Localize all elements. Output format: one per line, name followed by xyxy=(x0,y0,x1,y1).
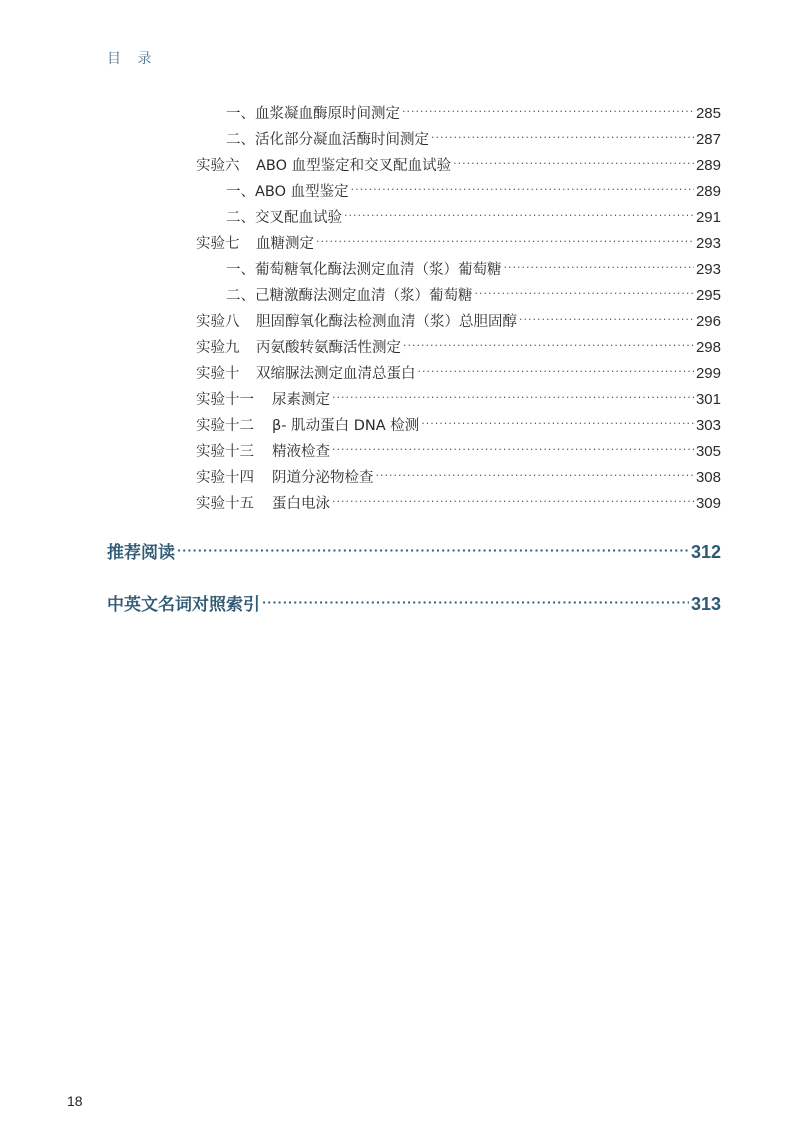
toc-section-title: 中英文名词对照索引 xyxy=(107,595,260,615)
toc-entry-page: 285 xyxy=(695,105,721,122)
toc-entry[interactable] xyxy=(196,494,721,515)
toc-entry-title: 二、交叉配血试验 xyxy=(226,210,342,226)
toc-entry-title: 阴道分泌物检查 xyxy=(272,470,374,486)
toc-entry[interactable] xyxy=(196,156,721,177)
experiment-number: 实验十三 xyxy=(196,444,254,460)
toc-entry-page: 301 xyxy=(695,391,721,408)
dot-leader xyxy=(376,466,694,486)
dot-leader xyxy=(453,154,694,174)
toc-entry[interactable] xyxy=(196,416,721,437)
toc-entry-title: 胆固醇氧化酶法检测血清（浆）总胆固醇 xyxy=(256,314,517,330)
toc-entry-page: 308 xyxy=(695,469,721,486)
toc-entry-page: 309 xyxy=(695,495,721,512)
page-number: 18 xyxy=(67,1093,83,1109)
toc-entry-page: 303 xyxy=(695,417,721,434)
experiment-number: 实验九 xyxy=(196,340,240,356)
dot-leader xyxy=(402,102,694,122)
dot-leader xyxy=(421,414,694,434)
toc-section-page: 313 xyxy=(690,594,721,614)
dot-leader xyxy=(332,440,694,460)
dot-leader xyxy=(316,232,694,252)
toc-entry[interactable] xyxy=(226,130,721,151)
experiment-number: 实验十五 xyxy=(196,496,254,512)
toc-entry[interactable] xyxy=(196,234,721,255)
dot-leader xyxy=(403,336,694,356)
experiment-number: 实验七 xyxy=(196,236,240,252)
toc-entry-page: 299 xyxy=(695,365,721,382)
experiment-number: 实验十一 xyxy=(196,392,254,408)
toc-entry-title: β- 肌动蛋白 DNA 检测 xyxy=(272,418,420,434)
dot-leader xyxy=(519,310,694,330)
toc-section-page: 312 xyxy=(690,542,721,562)
toc-entry-title: 双缩脲法测定血清总蛋白 xyxy=(256,366,416,382)
toc-entry-page: 287 xyxy=(695,131,721,148)
toc-entry[interactable] xyxy=(196,364,721,385)
dot-leader xyxy=(177,539,689,563)
toc-entry-title: 尿素测定 xyxy=(272,392,330,408)
toc-section-recommended-reading[interactable] xyxy=(107,540,721,567)
dot-leader xyxy=(504,258,694,278)
dot-leader xyxy=(475,284,694,304)
dot-leader xyxy=(431,128,694,148)
toc-entry-title: 蛋白电泳 xyxy=(272,496,330,512)
dot-leader xyxy=(418,362,694,382)
toc-entry-page: 296 xyxy=(695,313,721,330)
toc-entry-title: 二、己糖激酶法测定血清（浆）葡萄糖 xyxy=(226,288,473,304)
toc-entry[interactable] xyxy=(196,468,721,489)
toc-entry-page: 295 xyxy=(695,287,721,304)
toc-entry[interactable] xyxy=(196,390,721,411)
toc-entry[interactable] xyxy=(226,104,721,125)
experiment-number: 实验十四 xyxy=(196,470,254,486)
toc-entry-title: 一、ABO 血型鉴定 xyxy=(226,184,349,200)
toc-entry-title: 一、葡萄糖氧化酶法测定血清（浆）葡萄糖 xyxy=(226,262,502,278)
dot-leader xyxy=(332,388,694,408)
experiment-number: 实验十 xyxy=(196,366,240,382)
toc-section-title: 推荐阅读 xyxy=(107,543,175,563)
toc-entry-page: 293 xyxy=(695,261,721,278)
dot-leader xyxy=(332,492,694,512)
toc-entry-page: 289 xyxy=(695,157,721,174)
toc-entry[interactable] xyxy=(196,312,721,333)
toc-entry-title: 一、血浆凝血酶原时间测定 xyxy=(226,106,400,122)
toc-entry-title: 精液检查 xyxy=(272,444,330,460)
toc-entry[interactable] xyxy=(226,286,721,307)
toc-entry[interactable] xyxy=(226,260,721,281)
toc-entry-title: 丙氨酸转氨酶活性测定 xyxy=(256,340,401,356)
toc-entry-page: 305 xyxy=(695,443,721,460)
toc-entry[interactable] xyxy=(226,208,721,229)
experiment-number: 实验六 xyxy=(196,158,240,174)
dot-leader xyxy=(262,591,689,615)
experiment-number: 实验八 xyxy=(196,314,240,330)
toc-entry[interactable] xyxy=(196,442,721,463)
experiment-number: 实验十二 xyxy=(196,418,254,434)
toc-entry-page: 289 xyxy=(695,183,721,200)
toc-entry-title: 血糖测定 xyxy=(256,236,314,252)
toc-entry-title: ABO 血型鉴定和交叉配血试验 xyxy=(256,158,452,174)
toc-section-index[interactable] xyxy=(107,592,721,619)
page-header-title: 目 录 xyxy=(107,51,158,67)
toc-entry-title: 二、活化部分凝血活酶时间测定 xyxy=(226,132,429,148)
toc-entry-page: 293 xyxy=(695,235,721,252)
toc-entry-page: 291 xyxy=(695,209,721,226)
toc-entry[interactable] xyxy=(196,338,721,359)
dot-leader xyxy=(344,206,694,226)
dot-leader xyxy=(351,180,694,200)
toc-entry-page: 298 xyxy=(695,339,721,356)
toc-entry[interactable] xyxy=(226,182,721,203)
